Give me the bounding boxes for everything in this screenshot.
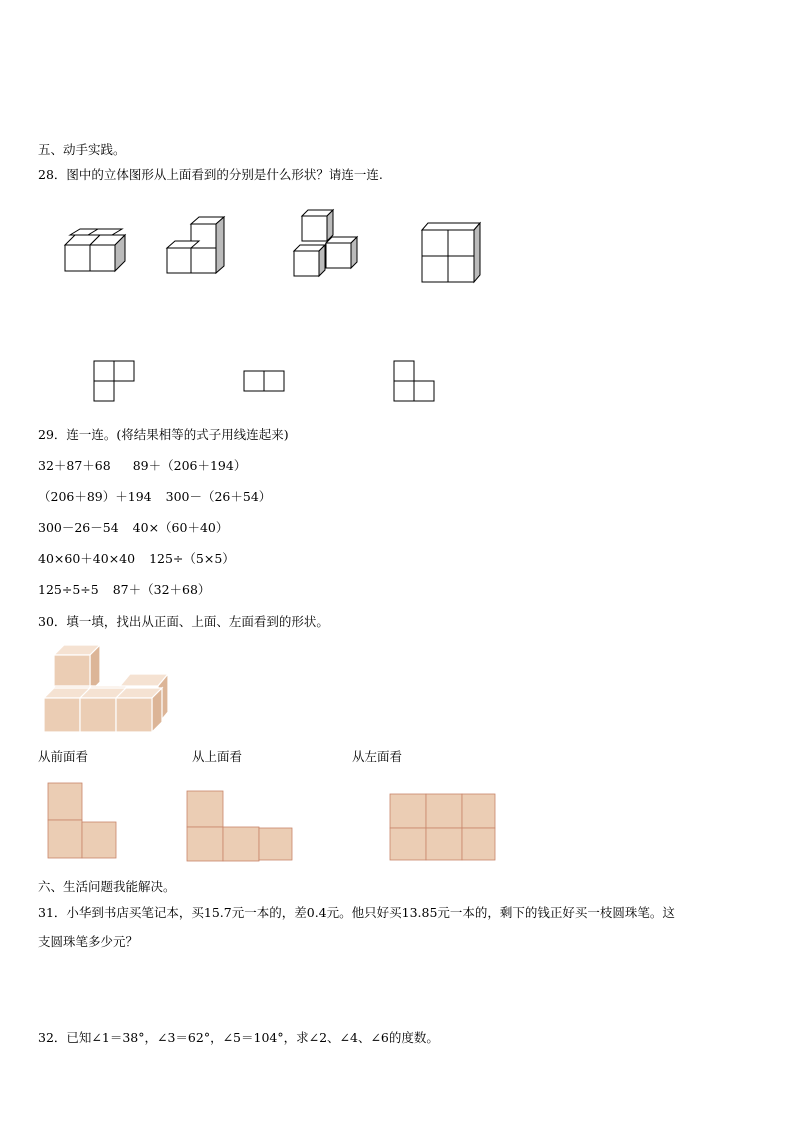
front-view-shape-icon	[46, 781, 121, 863]
expression-right: 125÷（5×5）	[149, 551, 235, 566]
solid-2-icon	[163, 210, 233, 280]
expression-row	[38, 458, 246, 474]
solid-1-icon	[60, 225, 130, 275]
expression-left: 40×60＋40×40	[38, 551, 136, 566]
expression-right: 40×（60＋40）	[132, 520, 229, 535]
expression-row	[38, 582, 210, 598]
section-heading: 五、动手实践。	[38, 142, 126, 157]
view-label-left: 从左面看	[352, 749, 403, 764]
expression-left: 125÷5÷5	[38, 582, 99, 597]
expression-left: 32＋87＋68	[38, 458, 111, 473]
view-label-front: 从前面看	[38, 749, 89, 764]
expression-right: 87＋（32＋68）	[112, 582, 211, 597]
expression-row	[38, 551, 235, 567]
question-31-text: 31．小华到书店买笔记本，买15.7元一本的，差0.4元。他只好买13.85元一本的，剩下的钱正好买一枝圆珠笔。这	[38, 905, 675, 920]
question-30-text: 30．填一填，找出从正面、上面、左面看到的形状。	[38, 614, 329, 629]
expression-right: 300－（26＋54）	[165, 489, 272, 504]
solid-3-icon	[290, 207, 365, 282]
top-view-shape-icon	[184, 788, 296, 864]
top-view-l-shape-icon	[92, 360, 137, 402]
solid-4-icon	[418, 218, 488, 288]
top-view-l-shape-flipped-icon	[392, 360, 437, 402]
expression-row	[38, 489, 271, 505]
expression-right: 89＋（206＋194）	[132, 458, 247, 473]
view-label-top: 从上面看	[192, 749, 243, 764]
section-heading: 六、生活问题我能解决。	[38, 879, 176, 894]
question-28-text: 28．图中的立体图形从上面看到的分别是什么形状？请连一连.	[38, 167, 383, 182]
question-32-text: 32．已知∠1＝38°，∠3＝62°，∠5＝104°，求∠2、∠4、∠6的度数。	[38, 1030, 439, 1045]
question-29-text: 29．连一连。(将结果相等的式子用线连起来)	[38, 427, 289, 442]
expression-row	[38, 520, 228, 536]
expression-left: （206＋89）＋194	[38, 489, 152, 504]
expression-left: 300－26－54	[38, 520, 119, 535]
cube-figure-icon	[40, 640, 175, 735]
question-31-text-continued: 支圆珠笔多少元？	[38, 934, 139, 949]
top-view-two-squares-icon	[243, 370, 288, 394]
left-view-shape-icon	[387, 791, 499, 863]
